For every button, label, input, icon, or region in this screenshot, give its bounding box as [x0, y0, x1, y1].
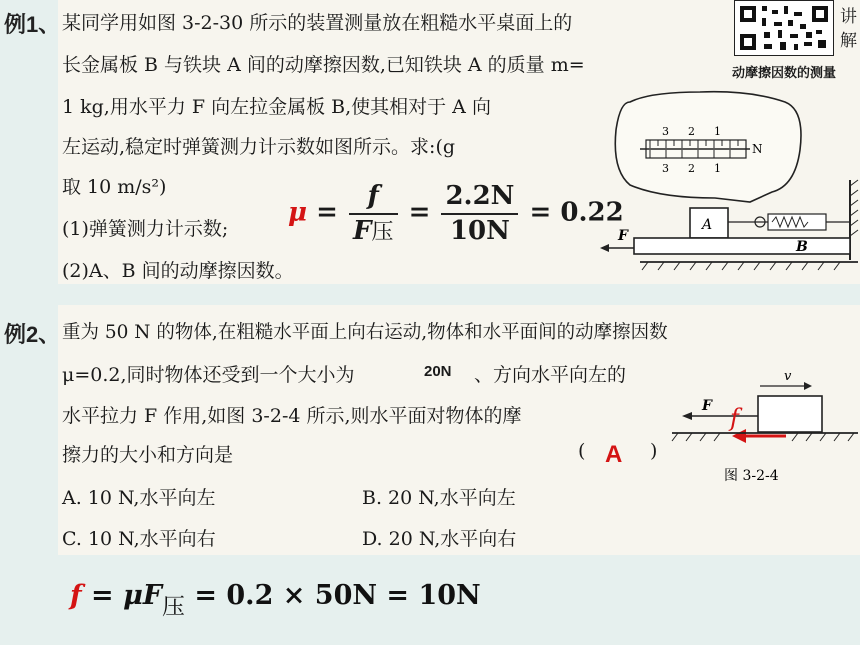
friction-f-label: f [730, 404, 739, 432]
ex2-line-2b: 、方向水平向左的 [474, 364, 627, 386]
fraction-denominator-F [349, 215, 398, 248]
mu-symbol: μ [288, 197, 308, 228]
scale-bottom-2: 2 [688, 162, 695, 175]
bottom-mu-symbol: μ [123, 580, 143, 611]
scale-top-2: 2 [688, 125, 695, 138]
ex2-inserted-value: 20N [424, 363, 452, 380]
scale-top-3: 3 [662, 125, 669, 138]
equals-2: = [408, 197, 431, 228]
bottom-f-symbol: f [70, 580, 82, 611]
ex2-figure [668, 366, 860, 490]
force-f-label: F [618, 228, 628, 244]
example1-label: 例1、 [4, 12, 61, 37]
bottom-F-subscript: 压 [162, 594, 185, 620]
force-F-label: F [702, 398, 712, 414]
figure-caption: 图 3-2-4 [724, 468, 779, 484]
scale-bottom-1: 1 [714, 162, 721, 175]
qr-caption-top: 讲 [840, 7, 857, 27]
fraction-denominator-value: 10N [449, 215, 510, 246]
ex1-line-2: 长金属板 B 与铁块 A 间的动摩擦因数,已知铁块 A 的质量 m= [62, 54, 585, 76]
qr-code-area[interactable] [732, 0, 860, 86]
scale-top-1: 1 [714, 125, 721, 138]
ex2-line-2a: μ=0.2,同时物体还受到一个大小为 [62, 364, 355, 386]
answer-paren-close: ) [650, 440, 658, 462]
ex1-line-1: 某同学用如图 3-2-30 所示的装置测量放在粗糙水平桌面上的 [62, 12, 573, 34]
fraction-numerator-f: f [349, 180, 398, 215]
block-a-label: A [702, 217, 713, 233]
option-d[interactable]: D. 20 N,水平向右 [362, 528, 517, 550]
ex1-line-3: 1 kg,用水平力 F 向左拉金属板 B,使其相对于 A 向 [62, 96, 491, 118]
ex1-line-6: (1)弹簧测力计示数; [62, 218, 229, 240]
answer-paren-open: ( [578, 440, 586, 462]
fraction-numerator-value: 2.2N [441, 180, 518, 215]
ex1-line-7: (2)A、B 间的动摩擦因数。 [62, 260, 294, 282]
qr-caption-bottom: 解 [840, 31, 857, 51]
example2-label: 例2、 [4, 322, 61, 347]
bottom-F-symbol: F [142, 580, 162, 611]
option-a[interactable]: A. 10 N,水平向左 [62, 487, 216, 509]
qr-code-icon [734, 0, 834, 56]
board-b-label: B [796, 239, 808, 255]
ex1-line-5: 取 10 m/s²) [62, 176, 167, 198]
ex2-line-4: 擦力的大小和方向是 [62, 444, 234, 466]
ex1-line-4: 左运动,稳定时弹簧测力计示数如图所示。求:(g [62, 136, 456, 158]
ex1-mu-formula [288, 180, 624, 247]
ex2-line-1: 重为 50 N 的物体,在粗糙水平面上向右运动,物体和水平面间的动摩擦因数 [62, 322, 668, 343]
bottom-rhs: = 0.2 × 50N = 10N [194, 580, 481, 611]
bottom-equals: = [91, 580, 114, 611]
equals-3: = [529, 197, 552, 228]
speech-bubble [615, 92, 801, 202]
option-c[interactable]: C. 10 N,水平向右 [62, 528, 216, 550]
scale-unit: N [752, 142, 763, 156]
equals-1: = [316, 197, 338, 228]
ex2-line-3: 水平拉力 F 作用,如图 3-2-4 所示,则水平面对物体的摩 [62, 405, 522, 427]
bottom-friction-formula [70, 578, 481, 620]
velocity-label: v [784, 369, 792, 384]
qr-subtitle: 动摩擦因数的测量 [732, 66, 837, 81]
ex1-apparatus-diagram [600, 90, 860, 276]
fraction-f-over-F [349, 180, 398, 247]
scale-bottom-3: 3 [662, 162, 669, 175]
fraction-values [441, 180, 518, 247]
F-symbol: F [352, 215, 372, 246]
answer-letter: A [605, 441, 623, 468]
mu-result: 0.22 [560, 197, 624, 228]
F-subscript: 压 [371, 218, 394, 245]
option-b[interactable]: B. 20 N,水平向左 [362, 487, 516, 509]
